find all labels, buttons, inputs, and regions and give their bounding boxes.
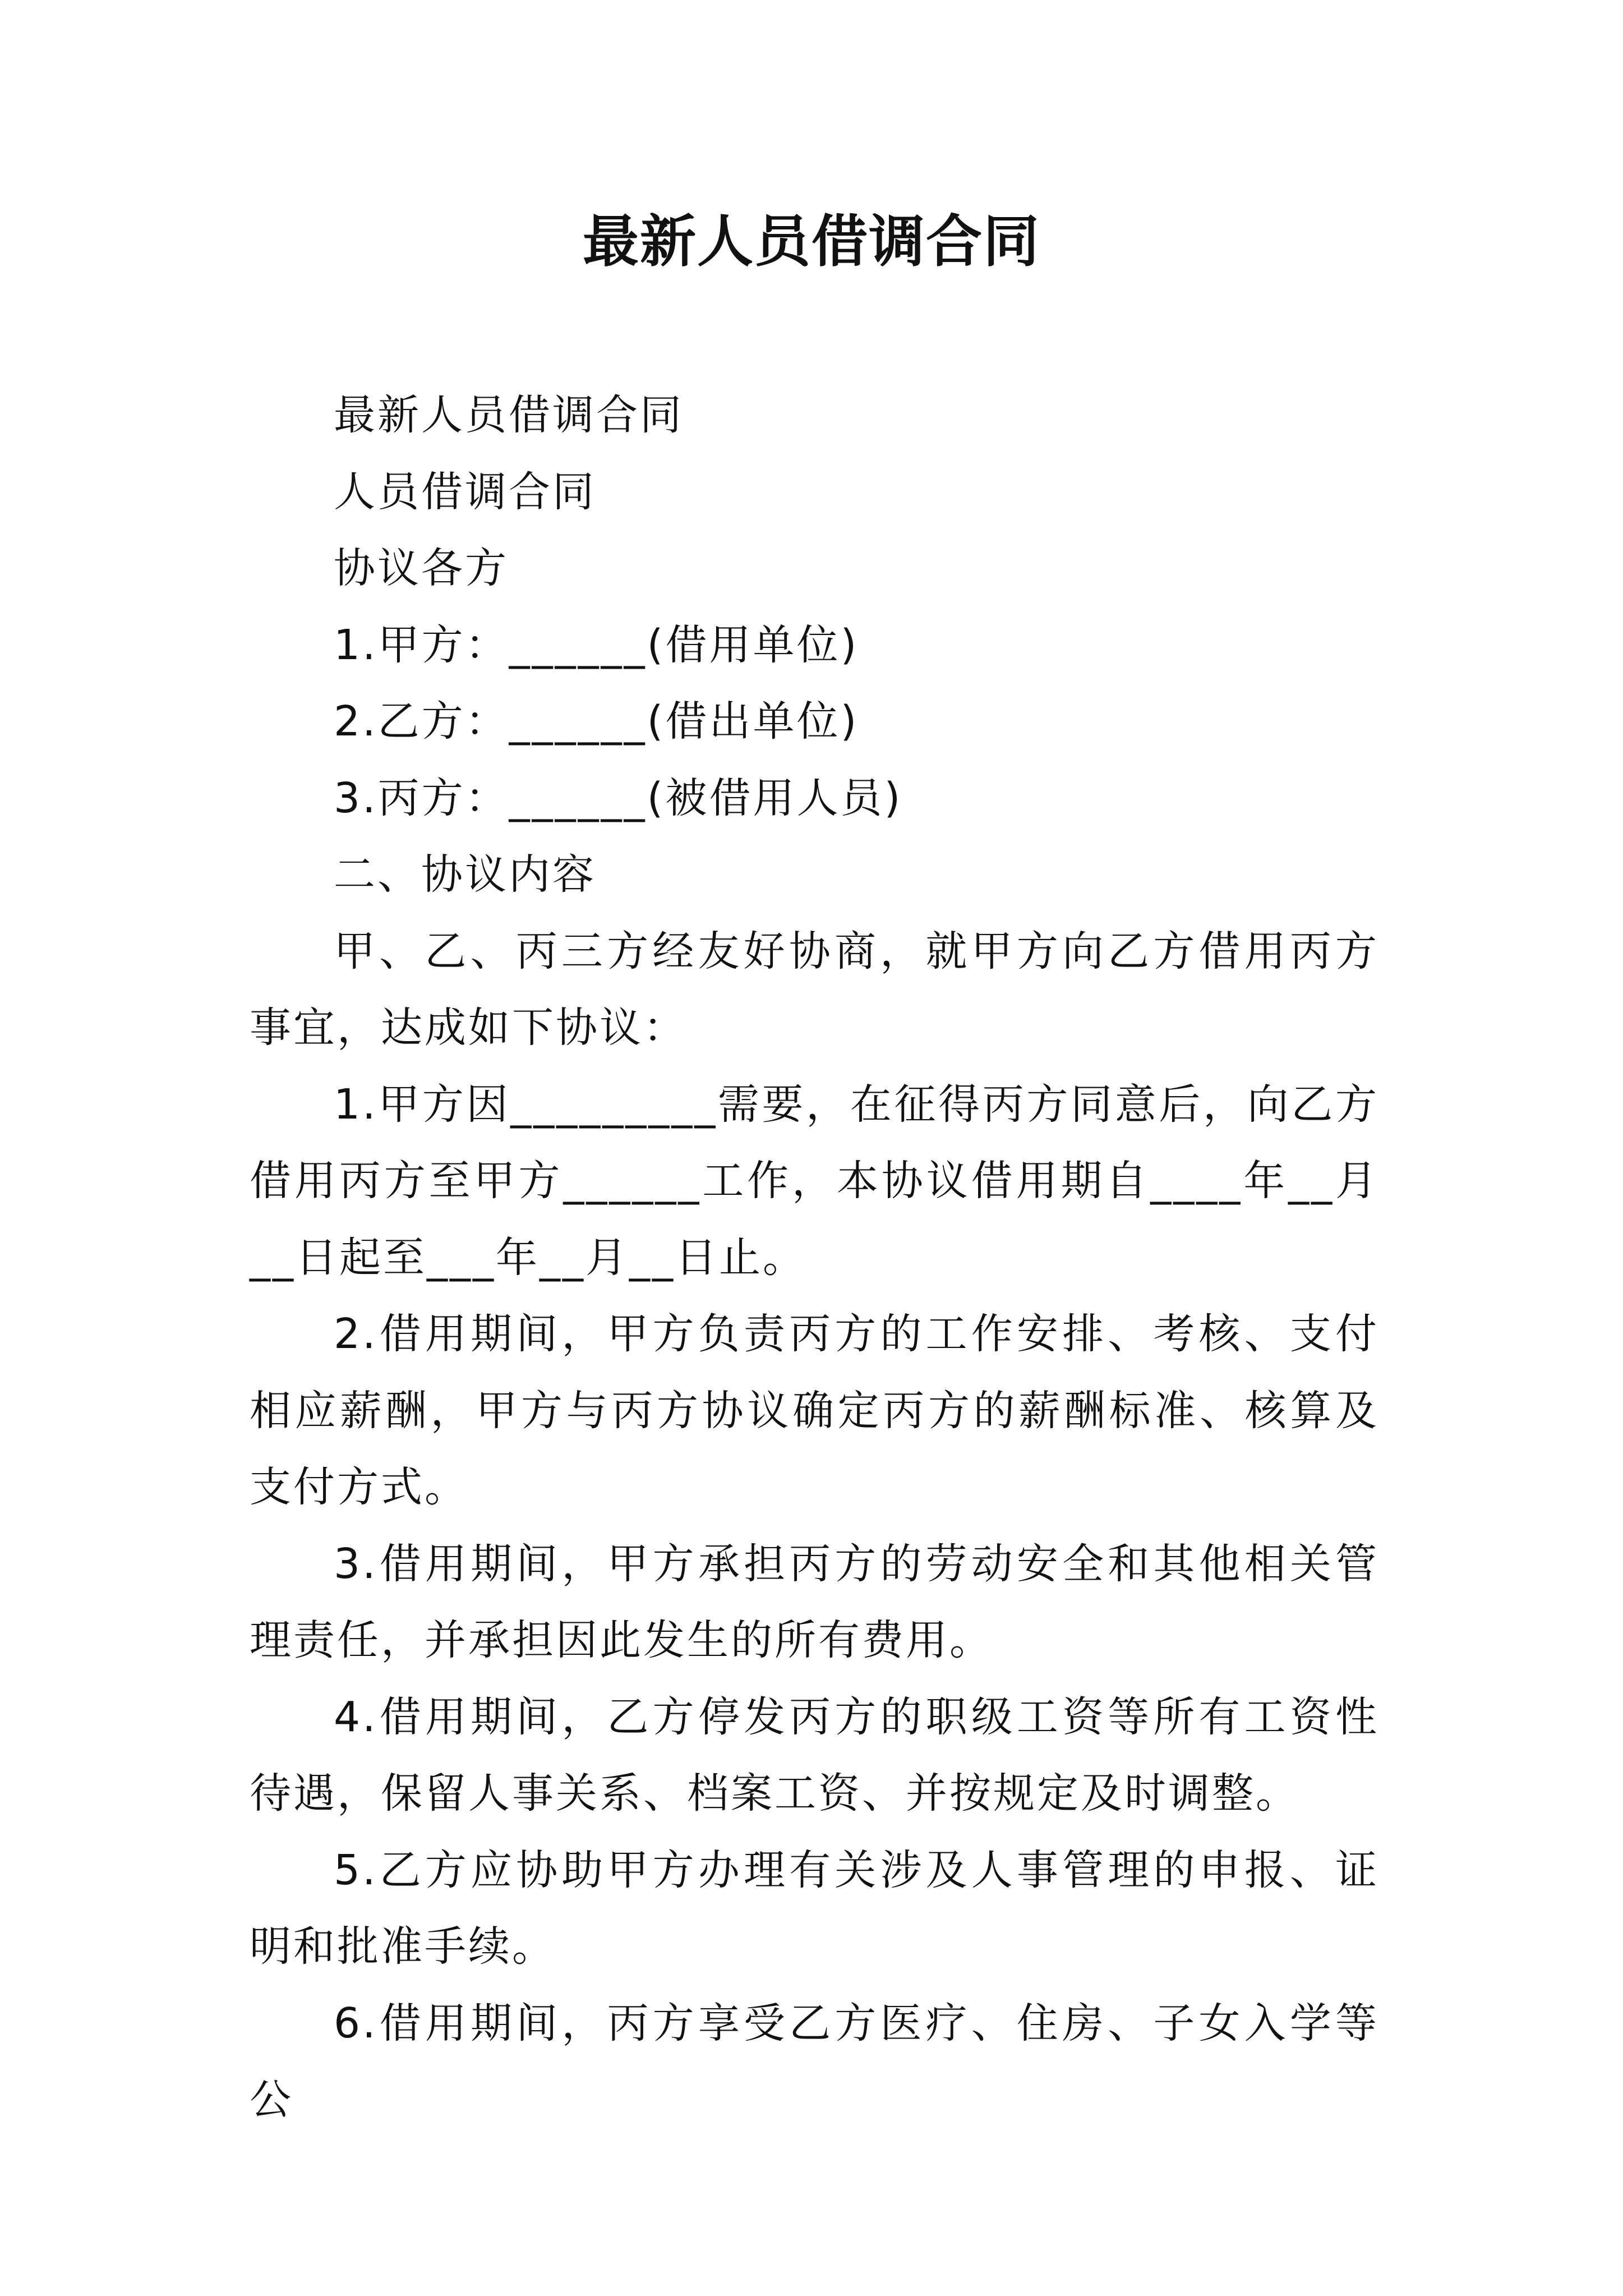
paragraph-content-heading: 二、协议内容 bbox=[334, 850, 596, 899]
document-body bbox=[250, 377, 1379, 2138]
paragraph-clause-6: 6.借用期间，丙方享受乙方医疗、住房、子女入学等公 bbox=[250, 1999, 1379, 2124]
paragraph-intro: 甲、乙、丙三方经友好协商，就甲方向乙方借用丙方事宜，达成如下协议： bbox=[250, 927, 1379, 1052]
paragraph-party-c: 3.丙方：______(被借用人员) bbox=[334, 774, 903, 822]
paragraph-subheading: 人员借调合同 bbox=[334, 467, 596, 516]
paragraph-parties-heading: 协议各方 bbox=[334, 544, 509, 592]
paragraph-heading: 最新人员借调合同 bbox=[334, 391, 684, 439]
paragraph-clause-3: 3.借用期间，甲方承担丙方的劳动安全和其他相关管理责任，并承担因此发生的所有费用。 bbox=[250, 1539, 1379, 1664]
paragraph-clause-5: 5.乙方应协助甲方办理有关涉及人事管理的申报、证明和批准手续。 bbox=[250, 1846, 1379, 1971]
document-title: 最新人员借调合同 bbox=[583, 208, 1040, 274]
paragraph-clause-4: 4.借用期间，乙方停发丙方的职级工资等所有工资性待遇，保留人事关系、档案工资、并按规定及时调整。 bbox=[250, 1692, 1379, 1818]
paragraph-clause-1: 1.甲方因_________需要，在征得丙方同意后，向乙方借用丙方至甲方______工作，本协议借用期自____年__月__日起至___年__月__日止。 bbox=[250, 1080, 1379, 1282]
paragraph-party-b: 2.乙方：______(借出单位) bbox=[334, 697, 859, 746]
paragraph-party-a: 1.甲方：______(借用单位) bbox=[334, 620, 859, 669]
paragraph-clause-2: 2.借用期间，甲方负责丙方的工作安排、考核、支付相应薪酬，甲方与丙方协议确定丙方的薪酬标准、核算及支付方式。 bbox=[250, 1310, 1379, 1511]
